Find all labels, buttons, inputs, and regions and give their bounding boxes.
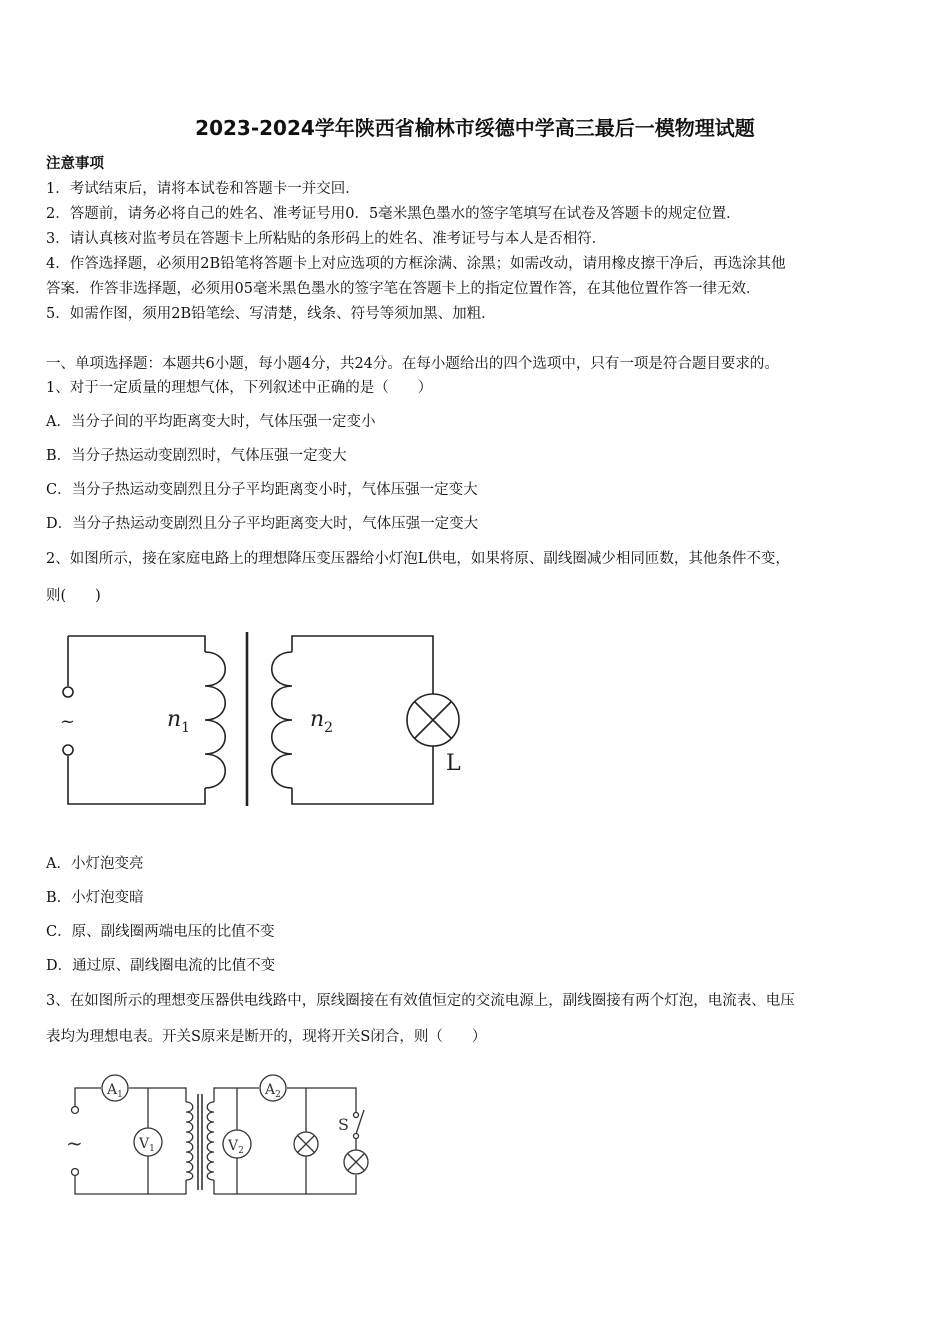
- v2-meter-icon: [223, 1130, 251, 1158]
- q2-stem-cont: 则( ): [46, 588, 101, 604]
- v1-label: $V_1$: [139, 1136, 155, 1154]
- q2-stem: 2、如图所示，接在家庭电路上的理想降压变压器给小灯泡L供电，如果将原、副线圈减少相同匝数，其他条件不变，: [46, 551, 790, 567]
- switch-contact-icon: [354, 1113, 359, 1118]
- q3-primary-bottom-wire: [75, 1176, 186, 1194]
- q3-terminal-top-icon: [72, 1107, 79, 1114]
- secondary-wire-bottom: [292, 746, 433, 804]
- q3-primary-coil-icon: [186, 1102, 193, 1180]
- v1-meter-icon: [134, 1128, 162, 1156]
- q1-stem: 1、对于一定质量的理想气体，下列叙述中正确的是（ ）: [46, 380, 433, 396]
- primary-wire-top: [68, 636, 205, 652]
- notice-item: 1．考试结束后，请将本试卷和答题卡一并交回．: [46, 181, 360, 197]
- notice-item: 2．答题前，请务必将自己的姓名、准考证号用0．5毫米黑色墨水的签字笔填写在试卷及答题卡的规定位置．: [46, 206, 741, 222]
- q1-option-b: B．当分子热运动变剧烈时，气体压强一定变大: [46, 448, 347, 464]
- q2-option-d: D．通过原、副线圈电流的比值不变: [46, 958, 276, 974]
- secondary-coil-icon: [272, 652, 292, 788]
- switch-icon: [356, 1110, 364, 1134]
- primary-wire-bottom: [68, 756, 205, 804]
- page-title: 2023-2024学年陕西省榆林市绥德中学高三最后一模物理试题: [195, 116, 755, 140]
- q3-stem-cont: 表均为理想电表。开关S原来是断开的，现将开关S闭合，则（ ）: [46, 1029, 487, 1045]
- n2-label: $n_2$: [310, 707, 334, 736]
- lamp-icon: [407, 694, 459, 746]
- terminal-top-icon: [63, 687, 73, 697]
- q2-option-b: B．小灯泡变暗: [46, 890, 144, 906]
- q1-option-a: A．当分子间的平均距离变大时，气体压强一定变小: [46, 414, 376, 430]
- lamp-label: L: [446, 751, 461, 776]
- secondary-wire-top: [292, 636, 433, 694]
- a2-label: $A_2$: [265, 1082, 281, 1100]
- lamp1-icon: [294, 1132, 318, 1156]
- notice-item: 4．作答选择题，必须用2B铅笔将答题卡上对应选项的方框涂满、涂黑；如需改动，请用橡皮擦干净后，再选涂其他: [46, 256, 786, 272]
- a1-label: $A_1$: [107, 1082, 123, 1100]
- q3-terminal-bottom-icon: [72, 1169, 79, 1176]
- terminal-bottom-icon: [63, 745, 73, 755]
- q3-secondary-coil-icon: [207, 1102, 214, 1180]
- q1-option-d: D．当分子热运动变剧烈且分子平均距离变大时，气体压强一定变大: [46, 516, 479, 532]
- section-heading: 一、单项选择题：本题共6小题，每小题4分，共24分。在每小题给出的四个选项中，只有一项是符合题目要求的。: [46, 356, 779, 372]
- q1-option-c: C．当分子热运动变剧烈且分子平均距离变小时，气体压强一定变大: [46, 482, 478, 498]
- q3-ac-symbol: ~: [66, 1131, 83, 1155]
- q2-option-c: C．原、副线圈两端电压的比值不变: [46, 924, 275, 940]
- notice-item: 3．请认真核对监考员在答题卡上所粘贴的条形码上的姓名、准考证号与本人是否相符．: [46, 231, 607, 247]
- a2-meter-icon: [260, 1075, 286, 1101]
- notice-heading: 注意事项: [46, 155, 104, 172]
- switch-label: S: [338, 1115, 349, 1134]
- ac-symbol: ~: [60, 711, 76, 732]
- primary-coil-icon: [205, 652, 225, 788]
- a1-meter-icon: [102, 1075, 128, 1101]
- notice-item: 答案．作答非选择题，必须用05毫米黑色墨水的签字笔在答题卡上的指定位置作答，在其他位置作答一律无效．: [46, 281, 761, 297]
- q3-stem: 3、在如图所示的理想变压器供电线路中，原线圈接在有效值恒定的交流电源上，副线圈接有两个灯泡，电流表、电压: [46, 993, 795, 1009]
- q2-option-a: A．小灯泡变亮: [46, 856, 144, 872]
- q3-primary-top-wire: [75, 1088, 101, 1106]
- notice-item: 5．如需作图，须用2B铅笔绘、写清楚，线条、符号等须加黑、加粗．: [46, 306, 496, 322]
- v2-label: $V_2$: [228, 1138, 244, 1156]
- n1-label: $n_1$: [167, 707, 191, 736]
- lamp2-icon: [344, 1150, 368, 1174]
